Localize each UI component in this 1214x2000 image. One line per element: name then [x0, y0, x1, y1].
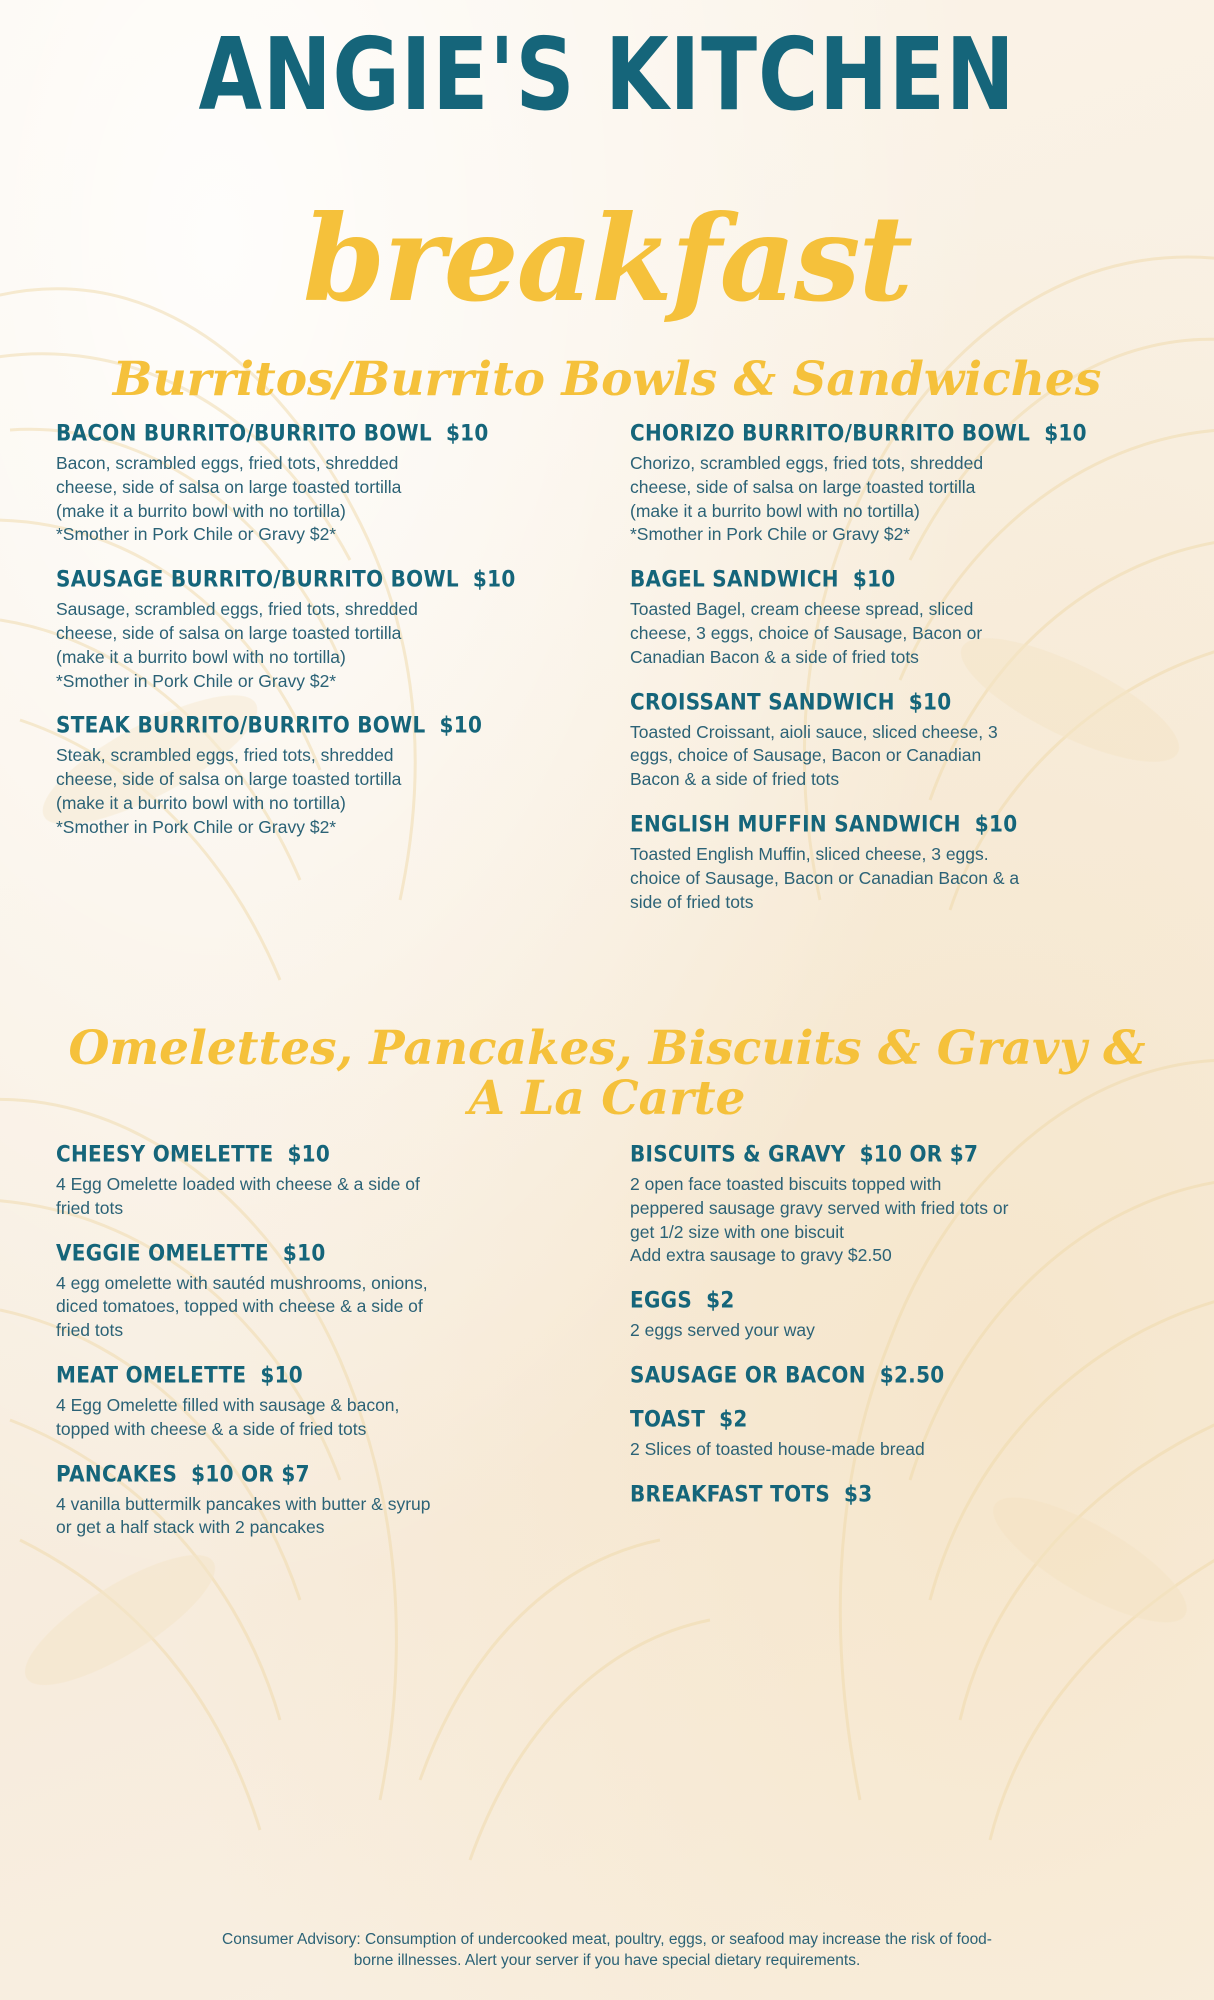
- menu-item: [630, 1363, 1158, 1387]
- omelettes-left-column: [56, 1142, 584, 1560]
- menu-item-price: $10: [1044, 419, 1087, 447]
- menu-item-name: TOAST: [630, 1405, 706, 1433]
- menu-item: [630, 567, 1158, 669]
- menu-item-name: BISCUITS & GRAVY: [630, 1140, 846, 1168]
- menu-item-name: BAGEL SANDWICH: [630, 565, 839, 593]
- menu-item-heading: [56, 420, 584, 446]
- section-title-line-2: A La Carte: [468, 1071, 746, 1127]
- menu-item-name: CROISSANT SANDWICH: [630, 688, 895, 715]
- section-title-line-1: Omelettes, Pancakes, Biscuits & Gravy &: [68, 1021, 1146, 1077]
- menu-item-heading: [56, 1460, 584, 1486]
- menu-item: [56, 1363, 584, 1442]
- menu-item-name: MEAT OMELETTE: [56, 1361, 247, 1389]
- menu-item-description: Chorizo, scrambled eggs, fried tots, shredded cheese, side of salsa on large toasted tortilla (make it a burrito bowl with no tortilla) *Smother in Pork Chile or Gravy $2*: [630, 453, 984, 545]
- menu-item-description: Bacon, scrambled eggs, fried tots, shredded cheese, side of salsa on large toasted tortilla (make it a burrito bowl with no tortilla) *Smother in Pork Chile or Gravy $2*: [56, 453, 402, 545]
- menu-item: [56, 713, 584, 839]
- section-omelettes-columns: [56, 1142, 1158, 1560]
- menu-item-price: $2.50: [879, 1361, 945, 1389]
- menu-item-name: EGGS: [630, 1286, 693, 1314]
- menu-item-price: $10 OR $7: [859, 1140, 979, 1168]
- menu-item-name: VEGGIE OMELETTE: [56, 1239, 269, 1266]
- section-spacer: [56, 934, 1158, 986]
- menu-item-price: $10: [472, 565, 516, 593]
- menu-item-name: ENGLISH MUFFIN SANDWICH: [630, 810, 961, 838]
- advisory-line-1: Consumer Advisory: Consumption of undercooked meat, poultry, eggs, or seafood may increase the risk of food-: [222, 1931, 992, 1949]
- menu-item-heading: [630, 1481, 1158, 1507]
- menu-item-heading: [56, 1141, 584, 1167]
- menu-item-name: CHORIZO BURRITO/BURRITO BOWL: [630, 419, 1031, 447]
- menu-item-heading: [56, 1362, 584, 1388]
- menu-item-name: PANCAKES: [56, 1460, 178, 1487]
- menu-item-heading: [56, 1239, 584, 1265]
- section-burritos-columns: [56, 421, 1158, 934]
- menu-item-description: Steak, scrambled eggs, fried tots, shredded cheese, side of salsa on large toasted tortilla (make it a burrito bowl with no tortilla) *Smother in Pork Chile or Gravy $2*: [56, 745, 402, 837]
- menu-item-price: $10: [974, 810, 1018, 838]
- menu-item-price: $10: [287, 1140, 331, 1168]
- burritos-left-column: [56, 421, 584, 860]
- menu-item-price: $10: [282, 1239, 326, 1266]
- menu-item: [630, 1482, 1158, 1506]
- menu-item-description: Sausage, scrambled eggs, fried tots, shredded cheese, side of salsa on large toasted tortilla (make it a burrito bowl with no tortilla) *Smother in Pork Chile or Gravy $2*: [56, 599, 418, 691]
- menu-item-price: $10: [260, 1361, 304, 1389]
- menu-content: [0, 17, 1214, 1560]
- menu-item-price: $10: [439, 712, 483, 739]
- menu-item-heading: [630, 1141, 1158, 1167]
- advisory-line-2: borne illnesses. Alert your server if you have special dietary requirements.: [353, 1952, 861, 1970]
- menu-item: [56, 567, 584, 693]
- menu-item: [56, 1462, 584, 1541]
- menu-item: [56, 1142, 584, 1221]
- menu-item: [630, 421, 1158, 547]
- menu-item-description: Toasted Croissant, aioli sauce, sliced cheese, 3 eggs, choice of Sausage, Bacon or Canadian Bacon & a side of fried tots: [630, 721, 998, 790]
- menu-item-description: Toasted Bagel, cream cheese spread, sliced cheese, 3 eggs, choice of Sausage, Bacon or Canadian Bacon & a side of fried tots: [630, 599, 983, 667]
- menu-item-description: 4 Egg Omelette filled with sausage & bacon, topped with cheese & a side of fried tots: [56, 1394, 400, 1439]
- burritos-right-column: [630, 421, 1158, 934]
- menu-item-name: SAUSAGE OR BACON: [630, 1361, 866, 1389]
- menu-item: [630, 1142, 1158, 1268]
- menu-item: [630, 1288, 1158, 1343]
- section-title-omelettes: [56, 1021, 1158, 1127]
- menu-item: [630, 812, 1158, 914]
- section-title-burritos: Burritos/Burrito Bowls & Sandwiches: [112, 352, 1102, 407]
- menu-item-heading: [630, 688, 1158, 714]
- menu-item-price: $10: [852, 565, 896, 593]
- menu-item-name: SAUSAGE BURRITO/BURRITO BOWL: [56, 565, 459, 593]
- menu-item-heading: [56, 712, 584, 738]
- menu-item-price: $3: [844, 1480, 873, 1507]
- menu-item-price: $10 OR $7: [191, 1460, 310, 1487]
- menu-item-description: 2 eggs served your way: [630, 1320, 815, 1341]
- menu-title: breakfast: [302, 189, 912, 328]
- menu-item-price: $10: [908, 688, 952, 715]
- menu-item-price: $2: [706, 1286, 735, 1314]
- menu-item-heading: [630, 566, 1158, 592]
- menu-item-name: BREAKFAST TOTS: [630, 1480, 831, 1507]
- menu-item: [630, 690, 1158, 792]
- menu-item-heading: [630, 420, 1158, 446]
- menu-item-description: 4 vanilla buttermilk pancakes with butter & syrup or get a half stack with 2 pancakes: [56, 1493, 431, 1538]
- omelettes-right-column: [630, 1142, 1158, 1526]
- menu-item-name: BACON BURRITO/BURRITO BOWL: [56, 419, 432, 447]
- consumer-advisory: [0, 1930, 1214, 1972]
- menu-item: [56, 421, 584, 547]
- menu-item-heading: [630, 1406, 1158, 1432]
- menu-item-name: CHEESY OMELETTE: [56, 1140, 274, 1168]
- restaurant-name: ANGIE'S KITCHEN: [198, 17, 1016, 134]
- menu-item-price: $2: [719, 1405, 748, 1433]
- menu-item: [630, 1407, 1158, 1462]
- menu-item-heading: [630, 1362, 1158, 1388]
- menu-item-description: 4 egg omelette with sautéd mushrooms, onions, diced tomatoes, topped with cheese & a side of fried tots: [56, 1272, 428, 1341]
- menu-item-description: 2 open face toasted biscuits topped with peppered sausage gravy served with fried tots or get 1/2 size with one biscuit Add extra sausage to gravy $2.50: [630, 1173, 1009, 1266]
- menu-item: [56, 1241, 584, 1343]
- menu-item-description: 4 Egg Omelette loaded with cheese & a side of fried tots: [56, 1173, 420, 1218]
- menu-item-description: 2 Slices of toasted house-made bread: [630, 1438, 925, 1459]
- menu-item-heading: [630, 1287, 1158, 1313]
- menu-item-heading: [56, 566, 584, 592]
- menu-item-name: STEAK BURRITO/BURRITO BOWL: [56, 712, 426, 739]
- menu-item-price: $10: [445, 419, 489, 447]
- menu-item-heading: [630, 811, 1158, 837]
- menu-item-description: Toasted English Muffin, sliced cheese, 3 eggs. choice of Sausage, Bacon or Canadian Bacon & a side of fried tots: [630, 843, 1020, 912]
